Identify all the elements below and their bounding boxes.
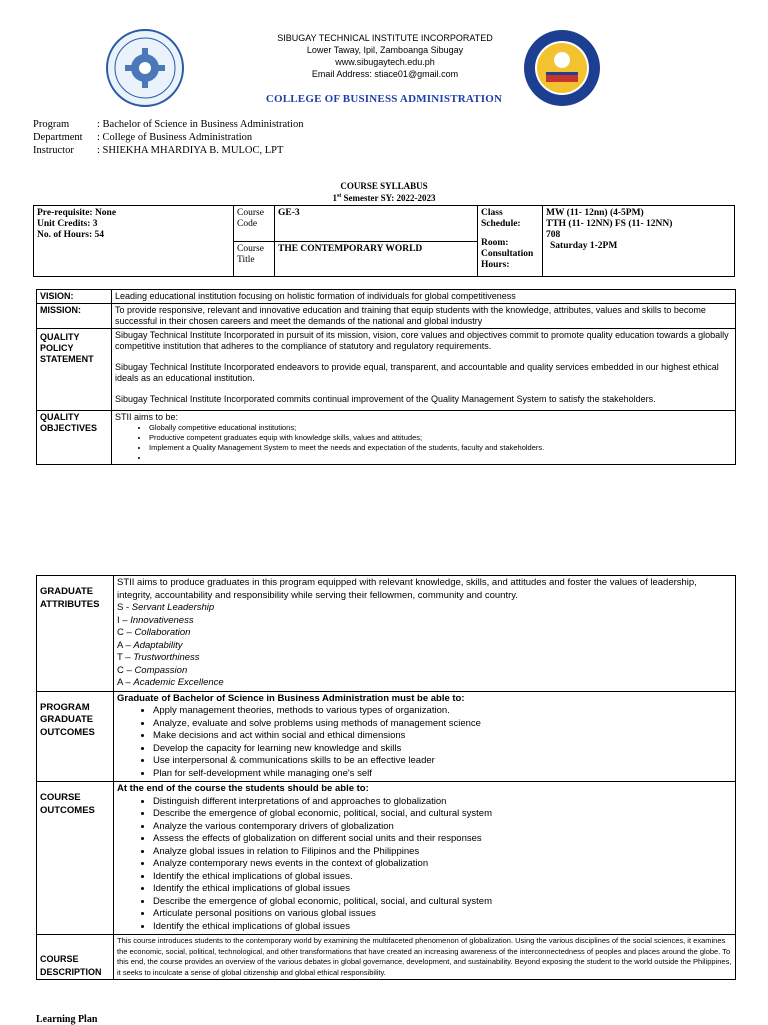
course-outcomes-label: COURSE OUTCOMES — [37, 782, 114, 935]
attribute-letter: A — [117, 677, 123, 688]
quality-objectives-label: QUALITY OBJECTIVES — [37, 411, 112, 465]
number-of-hours: No. of Hours: 54 — [37, 230, 105, 240]
list-item: • Use interpersonal & communications skills to be an effective leader — [153, 755, 732, 768]
attribute-word: Servant Leadership — [131, 602, 215, 613]
instructor-value: : SHIEKHA MHARDIYA B. MULOC, LPT — [97, 145, 284, 156]
attribute-separator: – — [123, 664, 135, 676]
list-item — [149, 453, 732, 463]
list-item: • Globally competitive educational institutions; — [149, 423, 732, 433]
consultation-hours: Saturday 1-2PM — [550, 241, 618, 251]
list-item: • Analyze, evaluate and solve problems using methods of management science — [153, 718, 732, 731]
program-line — [33, 119, 303, 131]
attribute-separator: – — [122, 639, 134, 651]
course-code: GE-3 — [275, 206, 478, 242]
attribute-item — [117, 615, 732, 628]
program-outcomes-list — [117, 705, 732, 780]
list-item: • Describe the emergence of global economic, political, social, and cultural system — [153, 808, 732, 821]
attribute-word: Academic Excellence — [133, 677, 224, 688]
list-item: • Implement a Quality Management System to meet the needs and expectation of the students, faculty and stakeholders. — [149, 443, 732, 453]
mission-text: To provide responsive, relevant and innovative education and training that equip students with the knowledge, attributes, values and skills to become successful in their chosen careers and meet the demands of the national and global industry — [112, 304, 736, 329]
attribute-item — [117, 677, 732, 690]
schedule-values-cell — [543, 206, 735, 277]
attribute-item — [117, 602, 732, 615]
attribute-separator: – — [119, 614, 131, 626]
attribute-word: Compassion — [134, 664, 188, 676]
course-code-label: Course Code — [234, 206, 275, 242]
course-outcomes-cell — [114, 782, 736, 935]
list-item: • Analyze global issues in relation to Filipinos and the Philippines — [153, 846, 732, 859]
schedule-line: TTH (11- 12NN) FS (11- 12NN) — [546, 219, 673, 229]
list-item: • Productive competent graduates equip with knowledge skills, values and attitudes; — [149, 433, 732, 443]
quality-objectives-intro: STII aims to be: — [115, 412, 179, 422]
graduate-attributes-label: GRADUATE ATTRIBUTES — [37, 576, 114, 692]
quality-policy-label: QUALITY POLICY STATEMENT — [37, 329, 112, 411]
institute-email[interactable]: Email Address: stiace01@gmail.com — [311, 69, 459, 79]
list-item: • Identify the ethical implications of global issues. — [153, 871, 732, 884]
room-number: 708 — [546, 230, 561, 240]
attribute-item — [117, 627, 732, 640]
institute-address: Lower Taway, Ipil, Zamboanga Sibugay — [306, 45, 464, 55]
semester-suffix: st — [336, 193, 342, 199]
quality-policy-paragraph: Sibugay Technical Institute Incorporated commits continual improvement of the Quality Management System to satisfy the stakeholders. — [115, 394, 656, 404]
attribute-letter: C — [117, 627, 124, 638]
attribute-letter: S — [117, 602, 124, 613]
course-title: THE CONTEMPORARY WORLD — [275, 241, 478, 277]
program-outcomes-label: PROGRAM GRADUATE OUTCOMES — [37, 691, 114, 782]
course-description-text: This course introduces students to the contemporary world by examining the multifaceted phenomenon of globalization. Using the various disciplines of the social sciences, it examines the economic, social, political, technological, and other transformations that have created an increasing awareness of the interconnectedness of peoples and places around the globe. To this end, the course provides an overview of the various debates in global governance, development, and sustainability. Beyond exposing the student to the world outside the Philippines, it seeks to inculcate a sense of global citizenship and global ethical responsibility. — [114, 935, 736, 980]
course-description-label: COURSE DESCRIPTION — [37, 935, 114, 980]
list-item: • Develop the capacity for learning new knowledge and skills — [153, 743, 732, 756]
department-line — [33, 132, 252, 144]
attribute-separator: – — [122, 677, 134, 688]
attribute-separator: – — [122, 652, 134, 663]
list-item: • Identify the ethical implications of global issues — [153, 921, 732, 934]
list-item: • Identify the ethical implications of global issues — [153, 883, 732, 896]
course-outcomes-intro: At the end of the course the students should be able to: — [117, 783, 369, 794]
list-item: • Assess the effects of globalization on different social units and their responses — [153, 833, 732, 846]
attribute-item — [117, 640, 732, 653]
quality-objectives-list — [115, 423, 732, 463]
program-outcomes-intro: Graduate of Bachelor of Science in Business Administration must be able to: — [117, 692, 465, 704]
program-key: Program — [33, 119, 70, 130]
list-item: • Analyze the various contemporary drivers of globalization — [153, 821, 732, 834]
learning-plan-heading: Learning Plan — [36, 1014, 98, 1025]
quality-policy-cell — [112, 329, 736, 411]
vision-text: Leading educational institution focusing on holistic formation of individuals for global competitiveness — [112, 290, 736, 304]
course-requirements-cell — [34, 206, 234, 277]
attribute-letter: C — [117, 664, 124, 676]
unit-credits: Unit Credits: 3 — [37, 219, 98, 229]
list-item: • Articulate personal positions on various global issues — [153, 908, 732, 921]
prerequisite: Pre-requisite: None — [37, 208, 117, 218]
attribute-word: Innovativeness — [130, 614, 194, 626]
schedule-labels-cell — [478, 206, 543, 277]
vision-label: VISION: — [37, 290, 112, 304]
quality-policy-paragraph: Sibugay Technical Institute Incorporated endeavors to provide equal, transparent, and accountable and quality services embedded in our highest ethical ideals as an educational institution. — [115, 362, 719, 383]
list-item: • Describe the emergence of global economic, political, social, and cultural system — [153, 896, 732, 909]
list-item: • Apply management theories, methods to various types of organization. — [153, 705, 732, 718]
graduate-attributes-intro: STII aims to produce graduates in this program equipped with relevant knowledge, skills, and attitudes and foster the values of leadership, integrity, accountability and responsibility while serving their fellowmen, community and country. — [117, 577, 697, 601]
quality-objectives-cell — [112, 411, 736, 465]
attribute-separator: – — [123, 627, 135, 638]
room-label: Room: — [481, 238, 509, 248]
instructor-key: Instructor — [33, 145, 74, 156]
semester-year: Semester SY: 2022-2023 — [341, 193, 436, 203]
list-item: • Make decisions and act within social and ethical dimensions — [153, 730, 732, 743]
consultation-label: Consultation Hours: — [481, 249, 534, 270]
attribute-word: Collaboration — [134, 627, 191, 638]
syllabus-title: COURSE SYLLABUS — [340, 181, 428, 191]
outcomes-table — [36, 575, 736, 980]
list-item: • Analyze contemporary news events in the context of globalization — [153, 858, 732, 871]
college-title: COLLEGE OF BUSINESS ADMINISTRATION — [265, 93, 503, 105]
program-value: : Bachelor of Science in Business Administration — [97, 119, 304, 130]
schedule-line: MW (11- 12nn) (4-5PM) — [546, 208, 644, 218]
semester-number: 1 — [332, 193, 337, 203]
instructor-line — [33, 145, 283, 157]
mission-label: MISSION: — [37, 304, 112, 329]
department-value: : College of Business Administration — [97, 132, 253, 143]
course-outcomes-list — [117, 796, 732, 934]
list-item: • Distinguish different interpretations of and approaches to globalization — [153, 796, 732, 809]
institute-name: SIBUGAY TECHNICAL INSTITUTE INCORPORATED — [277, 33, 493, 43]
semester-line — [0, 193, 768, 203]
quality-policy-paragraph: Sibugay Technical Institute Incorporated in pursuit of its mission, vision, core values and objectives commit to promote quality education towards a globally competitive institution that adheres to the compliance of statutory and regulatory requirements. — [115, 330, 729, 351]
attribute-word: Trustworthiness — [133, 652, 200, 663]
department-key: Department — [33, 132, 83, 143]
attribute-item — [117, 665, 732, 678]
attribute-letter: T — [117, 652, 123, 663]
graduate-attributes-cell — [114, 576, 736, 692]
list-item: • Plan for self-development while managing one's self — [153, 768, 732, 781]
attribute-item — [117, 652, 732, 665]
program-outcomes-cell — [114, 691, 736, 782]
attribute-word: Adaptability — [133, 639, 183, 651]
class-schedule-label: Class Schedule: — [481, 208, 521, 229]
attribute-separator: - — [123, 602, 132, 613]
course-title-label: Course Title — [234, 241, 275, 277]
attribute-letter: I — [117, 614, 120, 626]
vision-mission-table — [36, 289, 736, 465]
institute-website[interactable]: www.sibugaytech.edu.ph — [335, 57, 435, 67]
attribute-letter: A — [117, 639, 123, 651]
course-info-table — [33, 205, 735, 277]
